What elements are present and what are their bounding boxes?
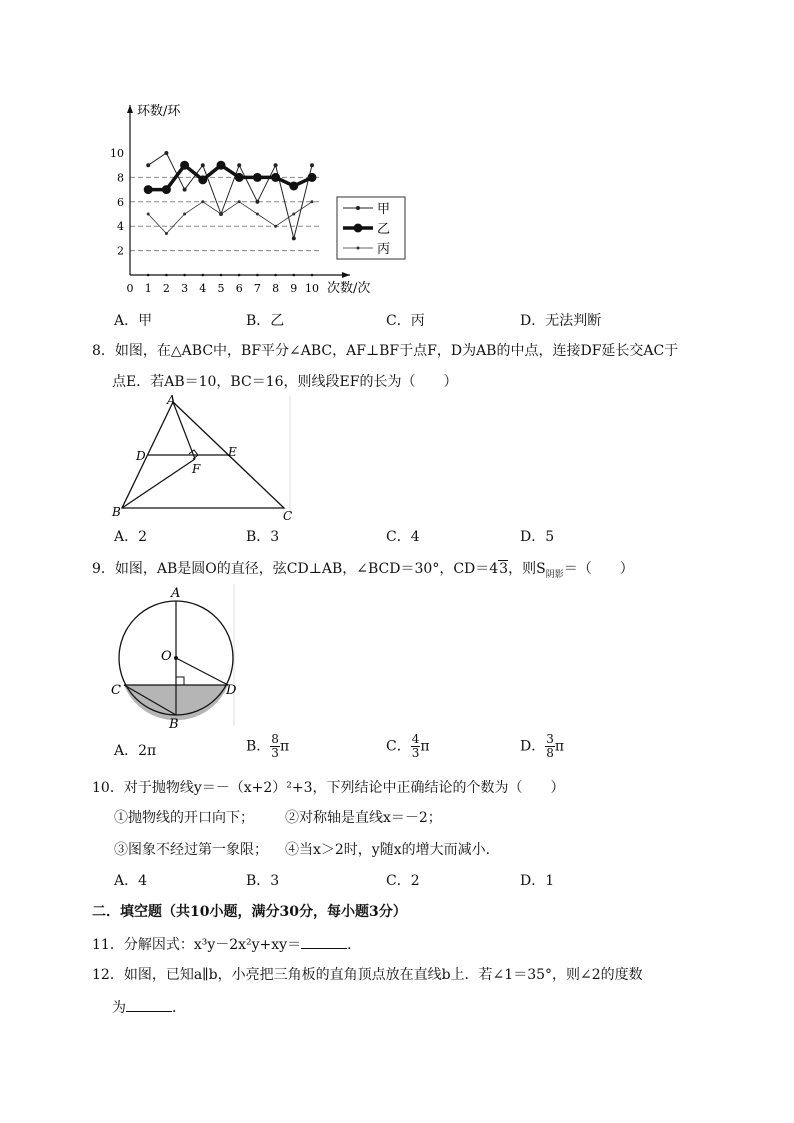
q10-statement-1: ①抛物线的开口向下； bbox=[114, 810, 254, 826]
series-line-1 bbox=[148, 153, 312, 238]
q8-option-a[interactable]: A．2 bbox=[114, 529, 148, 545]
q11-answer-blank[interactable] bbox=[301, 934, 347, 949]
y-tick-label: 4 bbox=[117, 220, 124, 234]
data-point bbox=[183, 188, 187, 192]
segment-af bbox=[173, 402, 195, 459]
x-tick-dot bbox=[202, 274, 205, 277]
x-axis-arrow bbox=[342, 272, 350, 278]
q8-stem-line2: 点E．若AB＝10，BC＝16，则线段EF的长为（ ） bbox=[112, 374, 458, 390]
x-tick-label: 2 bbox=[162, 282, 170, 295]
label-d: D bbox=[226, 683, 237, 698]
x-tick-dot bbox=[293, 274, 296, 277]
q9-circle-figure bbox=[108, 582, 248, 732]
chart-series bbox=[144, 151, 317, 240]
data-point bbox=[289, 181, 298, 190]
legend-label: 甲 bbox=[377, 202, 391, 217]
data-point bbox=[274, 163, 278, 167]
data-point bbox=[253, 173, 262, 182]
y-axis-arrow bbox=[127, 105, 133, 113]
data-point bbox=[311, 200, 314, 203]
q9-option-d[interactable]: D． $\frac{3}{8}$ π bbox=[520, 732, 565, 760]
x-tick-dot bbox=[311, 274, 314, 277]
chart-legend bbox=[337, 197, 405, 259]
data-point bbox=[292, 213, 295, 216]
y-tick-label: 10 bbox=[110, 147, 124, 160]
right-angle-mark bbox=[176, 677, 184, 685]
q10-statement-3: ③图象不经过第一象限； bbox=[114, 842, 268, 858]
q9-stem-after: ，则S bbox=[508, 561, 546, 577]
x-tick-label: 5 bbox=[217, 282, 225, 295]
x-tick-dot bbox=[274, 274, 277, 277]
q8-stem-line1: 8．如图，在△ABC中，BF平分∠ABC，AF⊥BF于点F，D为AB的中点，连接DF延长交AC于 bbox=[92, 343, 679, 359]
x-tick-dot bbox=[220, 274, 223, 277]
x-tick-label: 7 bbox=[253, 282, 261, 295]
q10-option-d[interactable]: D．1 bbox=[520, 873, 555, 889]
q10-option-c[interactable]: C．2 bbox=[386, 873, 420, 889]
q8-option-b[interactable]: B．3 bbox=[246, 529, 280, 545]
q7-option-a[interactable]: A．甲 bbox=[114, 313, 153, 329]
q9-option-a[interactable]: A．2π bbox=[114, 743, 157, 759]
data-point bbox=[198, 175, 207, 184]
data-point bbox=[274, 225, 277, 228]
y-axis-label: 环数/环 bbox=[137, 104, 181, 119]
data-point bbox=[255, 200, 259, 204]
legend-label: 乙 bbox=[377, 222, 391, 237]
q11-stem: 11．分解因式：x³y－2x²y+xy＝ ． bbox=[92, 934, 361, 955]
q9-option-b[interactable]: B． $\frac{8}{3}$ π bbox=[246, 732, 290, 760]
legend-marker bbox=[354, 224, 363, 233]
data-point bbox=[271, 173, 280, 182]
label-f: F bbox=[192, 462, 201, 476]
chart-axes bbox=[127, 105, 350, 278]
data-point bbox=[256, 213, 259, 216]
legend-marker bbox=[356, 206, 360, 210]
data-point bbox=[220, 213, 223, 216]
q7-option-d[interactable]: D．无法判断 bbox=[520, 313, 602, 329]
label-c: C bbox=[283, 509, 293, 523]
x-tick-label: 6 bbox=[235, 282, 243, 295]
x-tick-label: 1 bbox=[144, 282, 152, 295]
x-tick-label: 8 bbox=[272, 282, 280, 295]
q9-stem-end: ＝（ ） bbox=[563, 561, 634, 577]
q12-answer-blank[interactable] bbox=[126, 997, 172, 1012]
q9-stem bbox=[92, 559, 634, 585]
y-tick-label: 2 bbox=[117, 244, 124, 258]
label-e: E bbox=[228, 445, 237, 459]
label-a: A bbox=[171, 586, 181, 601]
x-tick-label: 4 bbox=[199, 282, 207, 295]
q9-shade-sub: 阴影 bbox=[545, 569, 564, 580]
data-point bbox=[308, 173, 317, 182]
q10-statement-4: ④当x＞2时，y随x的增大而减小． bbox=[285, 842, 500, 858]
x-tick-dot bbox=[147, 274, 150, 277]
data-point bbox=[165, 232, 168, 235]
x-tick-dot bbox=[183, 274, 186, 277]
data-point bbox=[180, 161, 189, 170]
x-tick-label: 3 bbox=[181, 282, 189, 295]
q10-statement-2: ②对称轴是直线x＝－2； bbox=[285, 810, 442, 826]
data-point bbox=[144, 185, 153, 194]
q7-option-c[interactable]: C．丙 bbox=[386, 313, 425, 329]
q9-stem-text: 9．如图，AB是圆O的直径，弦CD⊥AB，∠BCD＝30°，CD＝4 bbox=[92, 561, 499, 577]
q10-option-b[interactable]: B．3 bbox=[246, 873, 280, 889]
label-b: B bbox=[112, 505, 121, 519]
label-a: A bbox=[167, 393, 176, 407]
data-point bbox=[183, 213, 186, 216]
data-point bbox=[235, 173, 244, 182]
data-point bbox=[237, 163, 241, 167]
x-tick-dot bbox=[165, 274, 168, 277]
q10-stem: 10．对于抛物线y＝－（x+2）²+3，下列结论中正确结论的个数为（ ） bbox=[92, 780, 565, 796]
label-o: O bbox=[161, 649, 172, 664]
x-tick-label: 0 bbox=[126, 282, 134, 295]
data-point bbox=[201, 200, 204, 203]
data-point bbox=[217, 161, 226, 170]
data-point bbox=[201, 163, 205, 167]
y-tick-label: 8 bbox=[117, 171, 124, 185]
q8-option-d[interactable]: D．5 bbox=[520, 529, 555, 545]
series-line-3 bbox=[148, 202, 312, 234]
legend-marker bbox=[357, 247, 360, 250]
x-tick-label: 9 bbox=[290, 282, 298, 295]
data-point bbox=[164, 151, 168, 155]
x-tick-label: 10 bbox=[305, 282, 319, 295]
section-heading-fill-in: 二．填空题（共10小题，满分30分，每小题3分） bbox=[92, 904, 407, 920]
data-point bbox=[146, 163, 150, 167]
q8-triangle-figure bbox=[108, 392, 298, 528]
center-dot bbox=[174, 656, 178, 660]
label-b: B bbox=[169, 717, 179, 732]
q12-stem-line2: 为 ． bbox=[112, 997, 186, 1018]
data-point bbox=[147, 213, 150, 216]
data-point bbox=[292, 236, 296, 240]
label-c: C bbox=[111, 683, 121, 698]
segment-bf bbox=[122, 459, 195, 508]
q9-option-c[interactable]: C． $\frac{4}{3}$ π bbox=[386, 732, 430, 760]
x-tick-dot bbox=[238, 274, 241, 277]
data-point bbox=[162, 185, 171, 194]
sqrt-value: 3 bbox=[499, 561, 509, 577]
q10-option-a[interactable]: A．4 bbox=[114, 873, 148, 889]
q8-option-c[interactable]: C．4 bbox=[386, 529, 420, 545]
q12-stem-line1: 12．如图，已知a∥b，小亮把三角板的直角顶点放在直线b上．若∠1＝35°，则∠2的度数 bbox=[92, 967, 643, 983]
x-tick-dot bbox=[256, 274, 259, 277]
legend-label: 丙 bbox=[377, 242, 391, 257]
label-d: D bbox=[136, 449, 146, 463]
q7-line-chart bbox=[95, 95, 425, 305]
data-point bbox=[238, 200, 241, 203]
x-axis-label: 次数/次 bbox=[327, 281, 371, 296]
y-tick-label: 6 bbox=[117, 195, 124, 209]
q7-option-b[interactable]: B．乙 bbox=[246, 313, 285, 329]
data-point bbox=[310, 163, 314, 167]
